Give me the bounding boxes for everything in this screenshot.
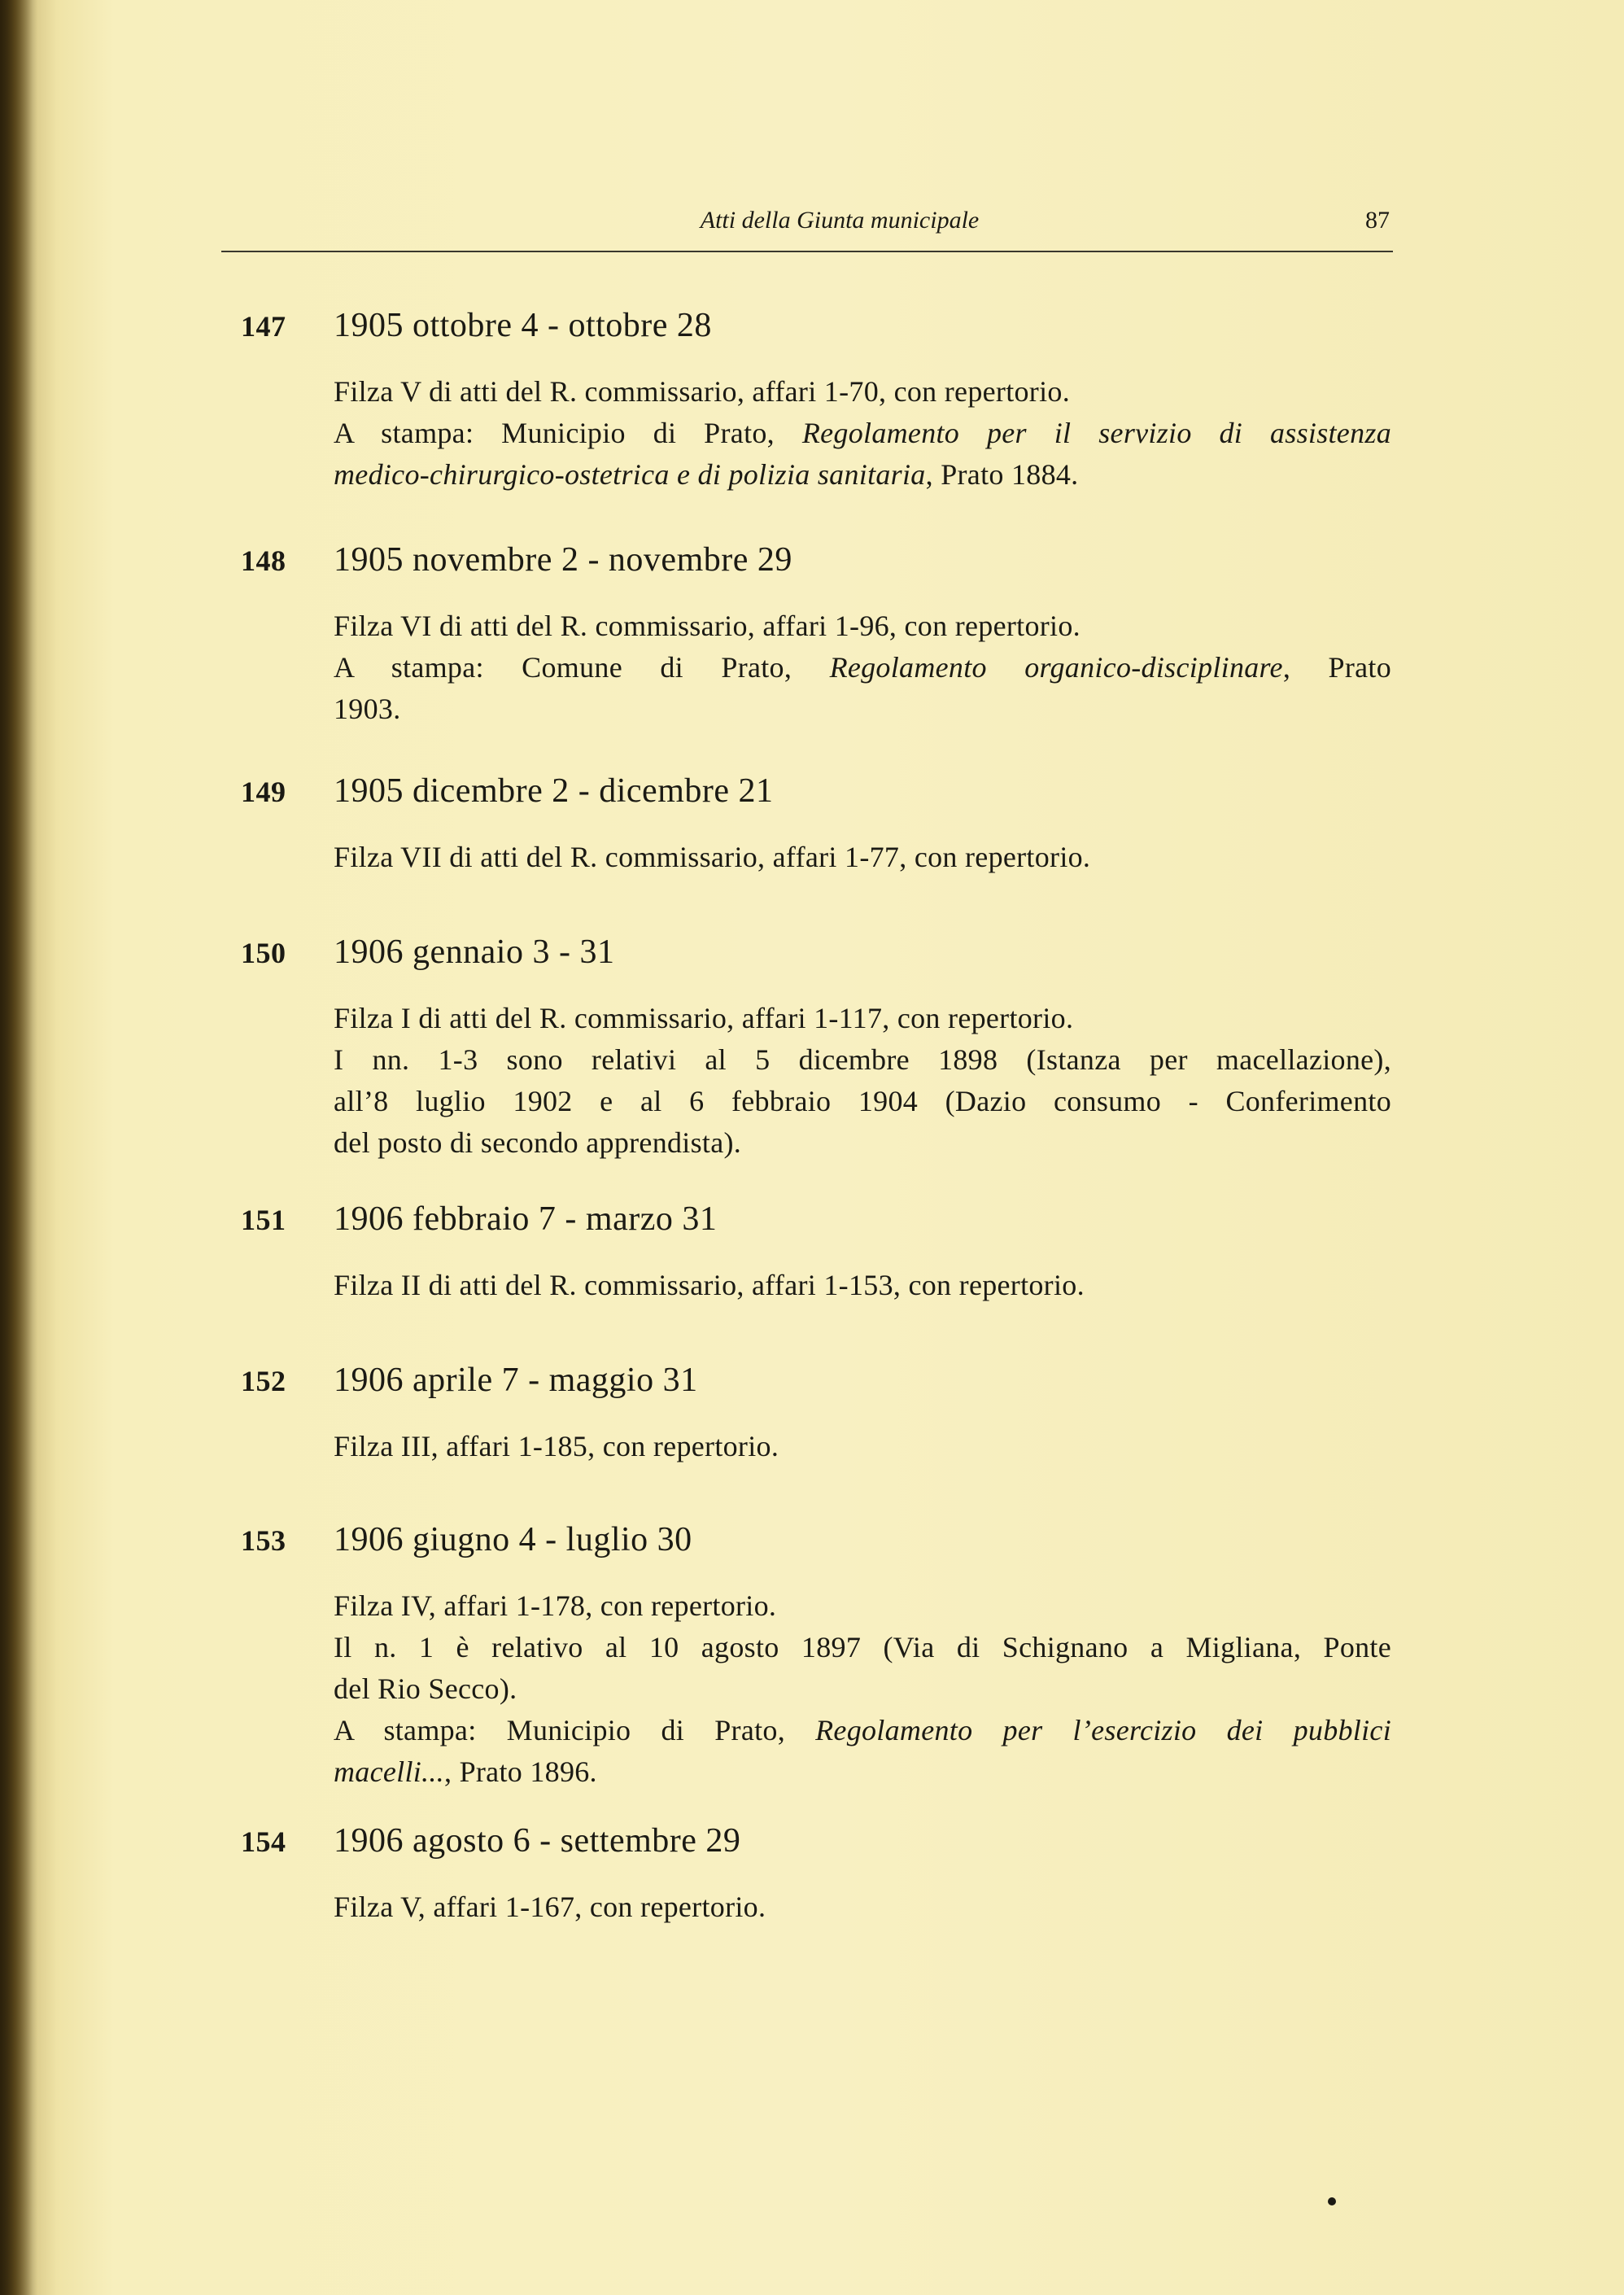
running-head: Atti della Giunta municipale (700, 207, 980, 234)
page-header (221, 202, 1393, 252)
entry-date: 1905 novembre 2 - novembre 29 (334, 541, 792, 579)
entry-body (334, 1265, 1391, 1306)
entry-date: 1906 febbraio 7 - marzo 31 (334, 1200, 718, 1238)
entry-date: 1906 gennaio 3 - 31 (334, 933, 615, 971)
entry-body (334, 371, 1391, 496)
body-line: 1903. (334, 693, 401, 725)
entry-date: 1906 aprile 7 - maggio 31 (334, 1362, 698, 1399)
entry-number: 147 (241, 310, 286, 343)
entry-number: 151 (241, 1204, 286, 1236)
entry-number: 150 (241, 937, 286, 969)
body-line: A stampa: Municipio di Prato, Regolamento per l’esercizio dei pubblici (334, 1714, 1391, 1746)
body-line: Filza V di atti del R. commissario, affari 1-70, con repertorio. (334, 375, 1070, 408)
entry-date: 1906 giugno 4 - luglio 30 (334, 1521, 692, 1558)
body-line: Filza IV, affari 1-178, con repertorio. (334, 1589, 777, 1622)
body-line: Filza III, affari 1-185, con repertorio. (334, 1430, 779, 1462)
body-line: Filza I di atti del R. commissario, affari 1-117, con repertorio. (334, 1002, 1074, 1034)
body-line: Filza VI di atti del R. commissario, affari 1-96, con repertorio. (334, 610, 1080, 642)
ink-speck (1328, 2197, 1336, 2205)
entry-number: 152 (241, 1365, 286, 1397)
entry-number: 154 (241, 1825, 286, 1858)
body-line: medico-chirurgico-ostetrica e di polizia sanitaria, Prato 1884. (334, 458, 1079, 491)
entry-date: 1905 dicembre 2 - dicembre 21 (334, 772, 774, 810)
entry-body (334, 605, 1391, 730)
entry-body (334, 1886, 1391, 1928)
body-line: I nn. 1-3 sono relativi al 5 dicembre 1898 (Istanza per macellazione), (334, 1043, 1391, 1076)
entry-body (334, 998, 1391, 1164)
entry-number: 153 (241, 1524, 286, 1557)
entry-body (334, 1585, 1391, 1793)
body-line: A stampa: Municipio di Prato, Regolamento per il servizio di assistenza (334, 417, 1391, 449)
binding-shadow (0, 0, 37, 2295)
entry-number: 148 (241, 544, 286, 577)
entry-date: 1906 agosto 6 - settembre 29 (334, 1822, 741, 1860)
page-number: 87 (1365, 207, 1390, 234)
body-line: A stampa: Comune di Prato, Regolamento organico-disciplinare, Prato (334, 651, 1392, 684)
body-line: Filza V, affari 1-167, con repertorio. (334, 1891, 766, 1923)
body-line: all’8 luglio 1902 e al 6 febbraio 1904 (Dazio consumo - Conferimento (334, 1085, 1391, 1117)
body-line: Filza VII di atti del R. commissario, affari 1-77, con repertorio. (334, 841, 1091, 873)
body-line: Il n. 1 è relativo al 10 agosto 1897 (Via di Schignano a Migliana, Ponte (334, 1631, 1391, 1663)
entry-number: 149 (241, 776, 286, 808)
entry-date: 1905 ottobre 4 - ottobre 28 (334, 307, 712, 344)
body-line: Filza II di atti del R. commissario, affari 1-153, con repertorio. (334, 1269, 1085, 1301)
body-line: macelli..., Prato 1896. (334, 1755, 597, 1788)
entry-body (334, 837, 1391, 878)
body-line: del posto di secondo apprendista). (334, 1126, 742, 1159)
entry-body (334, 1426, 1391, 1467)
body-line: del Rio Secco). (334, 1672, 517, 1705)
